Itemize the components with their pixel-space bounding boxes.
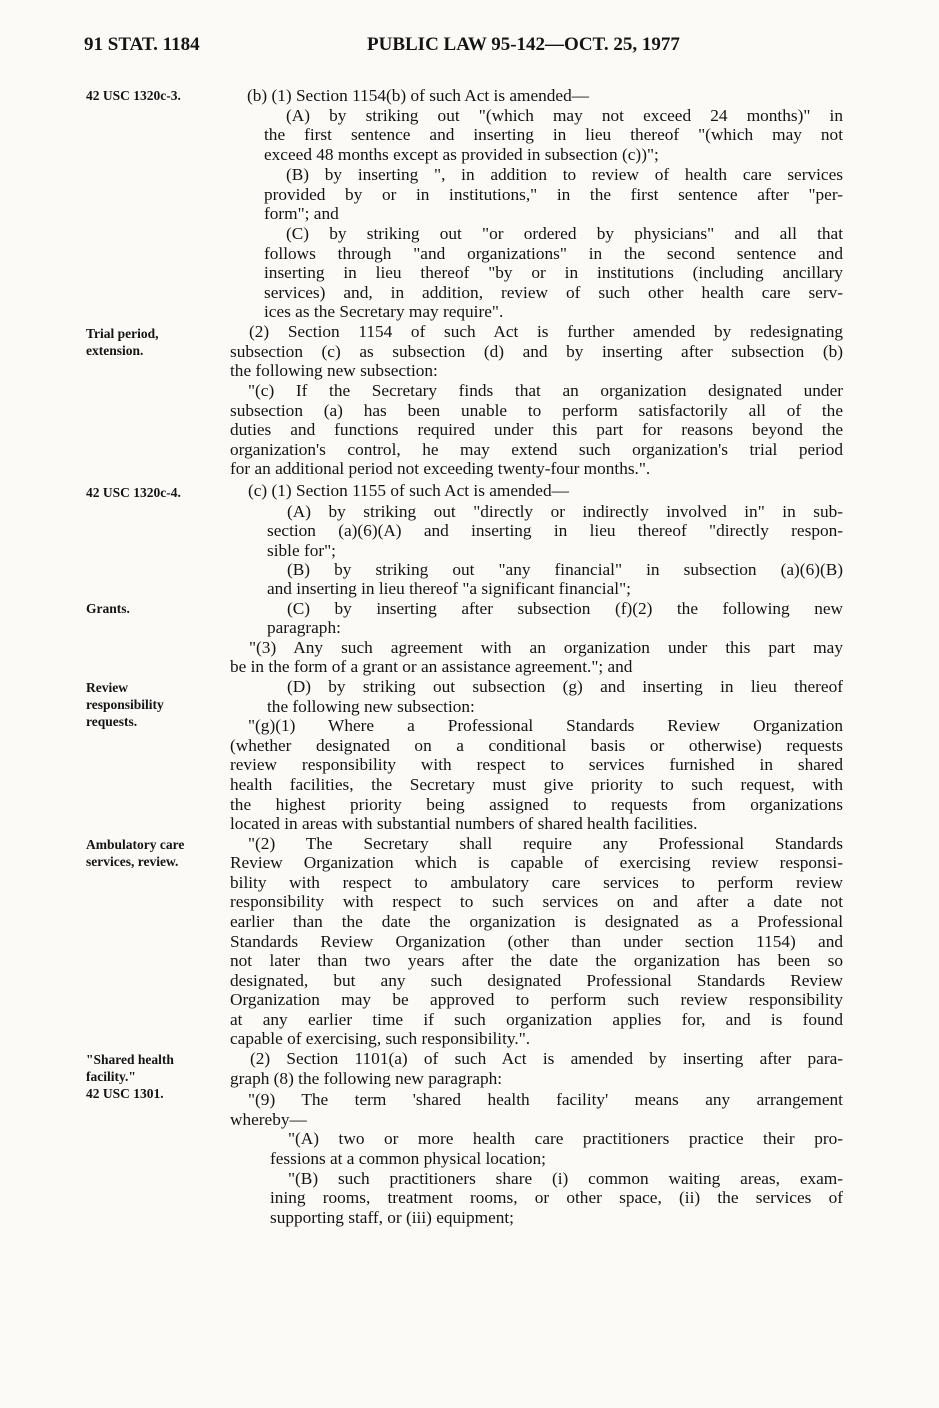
body-line: paragraph: [267, 618, 341, 637]
body-line: exceed 48 months except as provided in subsection (c))"; [264, 145, 659, 164]
body-line: the following new subsection: [267, 697, 475, 716]
margin-note-line: 42 USC 1320c-4. [86, 485, 181, 500]
page-header [84, 34, 854, 62]
body-line: (2) Section 1154 of such Act is further amended by redesignating [249, 322, 843, 341]
margin-note-line: "Shared health [86, 1052, 174, 1067]
body-line: (A) by striking out "directly or indirectly involved in" in sub- [287, 502, 843, 521]
margin-note-line: Trial period, [86, 326, 159, 341]
statute-page-number: 91 STAT. 1184 [84, 34, 200, 55]
body-line: follows through "and organizations" in the second sentence and [264, 244, 843, 263]
body-line: "(g)(1) Where a Professional Standards Review Organization [248, 716, 843, 735]
body-line: sible for"; [267, 541, 336, 560]
body-line: for an additional period not exceeding twenty-four months.". [230, 459, 651, 478]
body-line: organization's control, he may extend such organization's trial period [230, 440, 843, 459]
margin-note-line: extension. [86, 343, 144, 358]
body-line: (2) Section 1101(a) of such Act is amended by inserting after para- [250, 1049, 843, 1068]
margin-note-grants [86, 600, 214, 617]
body-line: supporting staff, or (iii) equipment; [270, 1208, 514, 1227]
body-line: ices as the Secretary may require". [264, 302, 504, 321]
body-line: subsection (a) has been unable to perform satisfactorily all of the [230, 401, 843, 420]
body-line: review responsibility with respect to services furnished in shared [230, 755, 843, 774]
body-line: the following new subsection: [230, 361, 438, 380]
body-line: (A) by striking out "(which may not exceed 24 months)" in [286, 106, 843, 125]
margin-note-trial-period [86, 325, 214, 359]
margin-note-line: 42 USC 1301. [86, 1086, 164, 1101]
margin-note-line: 42 USC 1320c-3. [86, 88, 181, 103]
body-line: health facilities, the Secretary must give priority to such request, with [230, 775, 843, 794]
body-line: (B) by striking out "any financial" in subsection (a)(6)(B) [287, 560, 843, 579]
body-line: located in areas with substantial numbers of shared health facilities. [230, 814, 698, 833]
body-line: ining rooms, treatment rooms, or other space, (ii) the services of [270, 1188, 843, 1207]
margin-note-line: requests. [86, 714, 138, 729]
margin-note-usc-1320c-4 [86, 484, 214, 501]
margin-note-ambulatory-care [86, 836, 214, 870]
body-line: (C) by striking out "or ordered by physicians" and all that [286, 224, 843, 243]
margin-note-review-responsibility [86, 679, 214, 730]
body-line: whereby— [230, 1110, 307, 1129]
body-line: (c) (1) Section 1155 of such Act is amended— [248, 481, 569, 500]
body-line: fessions at a common physical location; [270, 1149, 546, 1168]
body-line: (C) by inserting after subsection (f)(2) the following new [287, 599, 843, 618]
body-line: Organization may be approved to perform such review responsibility [230, 990, 843, 1009]
margin-note-line: Review [86, 680, 128, 695]
public-law-title: PUBLIC LAW 95-142—OCT. 25, 1977 [367, 34, 680, 55]
body-line: inserting in lieu thereof "by or in institutions (including ancillary [264, 263, 843, 282]
body-line: section (a)(6)(A) and inserting in lieu thereof "directly respon- [267, 521, 843, 540]
body-line: graph (8) the following new paragraph: [230, 1069, 503, 1088]
body-line: "(A) two or more health care practitioners practice their pro- [288, 1129, 843, 1148]
body-line: responsibility with respect to such services on and after a date not [230, 892, 843, 911]
body-line: not later than two years after the date the organization has been so [230, 951, 843, 970]
margin-note-line: facility." [86, 1069, 136, 1084]
body-line: (B) by inserting ", in addition to review of health care services [286, 165, 843, 184]
body-line: Standards Review Organization (other than under section 1154) and [230, 932, 843, 951]
body-line: (whether designated on a conditional basis or otherwise) requests [230, 736, 843, 755]
margin-note-shared-health-facility [86, 1051, 214, 1102]
body-line: and inserting in lieu thereof "a significant financial"; [267, 579, 631, 598]
margin-note-line: Grants. [86, 601, 130, 616]
body-line: "(3) Any such agreement with an organization under this part may [249, 638, 843, 657]
body-line: be in the form of a grant or an assistance agreement."; and [230, 657, 633, 676]
body-line: designated, but any such designated Professional Standards Review [230, 971, 843, 990]
body-line: earlier than the date the organization is designated as a Professional [230, 912, 843, 931]
body-line: "(9) The term 'shared health facility' means any arrangement [248, 1090, 843, 1109]
body-line: services) and, in addition, review of such other health care serv- [264, 283, 843, 302]
body-line: at any earlier time if such organization applies for, and is found [230, 1010, 843, 1029]
body-line: the highest priority being assigned to requests from organizations [230, 795, 843, 814]
margin-note-line: services, review. [86, 854, 179, 869]
body-line: (D) by striking out subsection (g) and inserting in lieu thereof [287, 677, 843, 696]
body-line: bility with respect to ambulatory care services to perform review [230, 873, 843, 892]
body-line: (b) (1) Section 1154(b) of such Act is amended— [247, 86, 590, 105]
body-line: duties and functions required under this part for reasons beyond the [230, 420, 843, 439]
body-line: provided by or in institutions," in the first sentence after "per- [264, 185, 843, 204]
body-line: capable of exercising, such responsibility.". [230, 1029, 531, 1048]
body-line: form"; and [264, 204, 339, 223]
margin-note-line: Ambulatory care [86, 837, 185, 852]
body-line: subsection (c) as subsection (d) and by inserting after subsection (b) [230, 342, 843, 361]
body-line: Review Organization which is capable of exercising review responsi- [230, 853, 843, 872]
body-line: the first sentence and inserting in lieu thereof "(which may not [264, 125, 843, 144]
margin-note-line: responsibility [86, 697, 164, 712]
body-line: "(B) such practitioners share (i) common waiting areas, exam- [288, 1169, 843, 1188]
body-line: "(c) If the Secretary finds that an organization designated under [248, 381, 843, 400]
margin-note-usc-1320c-3 [86, 87, 214, 104]
body-line: "(2) The Secretary shall require any Professional Standards [248, 834, 843, 853]
